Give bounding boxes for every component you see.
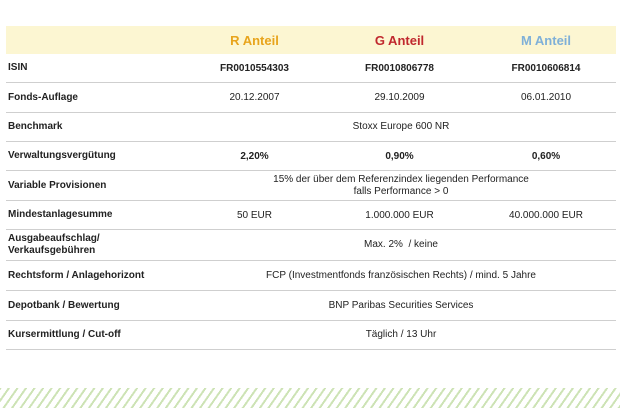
row-kursermittlung: [6, 321, 616, 350]
cell-line-1: 15% der über dem Referenzindex liegenden Performance: [273, 173, 529, 185]
row-ausgabeaufschlag: [6, 230, 616, 261]
cell-line-2: falls Performance > 0: [353, 185, 449, 197]
cell-span: Max. 2% / keine: [364, 239, 438, 250]
row-label: Benchmark: [8, 121, 63, 132]
cell-m: FR0010606814: [511, 62, 581, 74]
row-mindestanlagesumme: [6, 201, 616, 230]
cell-g: 1.000.000 EUR: [365, 209, 434, 221]
cell-r: FR0010554303: [220, 62, 289, 74]
cell-r: 50 EUR: [236, 209, 272, 221]
cell-span: FCP (Investmentfonds französischen Rechts) / mind. 5 Jahre: [266, 269, 536, 281]
row-isin: [6, 54, 616, 83]
cell-r: 20.12.2007: [229, 92, 280, 103]
row-label: Rechtsform / Anlagehorizont: [8, 269, 145, 281]
header-g-anteil: G Anteil: [374, 32, 425, 48]
cell-span: Täglich / 13 Uhr: [365, 329, 437, 340]
decorative-stripe-band: [0, 388, 620, 408]
row-label: Variable Provisionen: [8, 179, 107, 191]
row-label: ISIN: [8, 62, 28, 73]
table-header: [6, 26, 616, 54]
row-depotbank: [6, 291, 616, 321]
cell-g: 0,90%: [385, 150, 414, 162]
row-label: Mindestanlagesumme: [8, 209, 113, 220]
row-rechtsform: [6, 261, 616, 291]
cell-m: 06.01.2010: [520, 92, 572, 103]
header-m-anteil: M Anteil: [520, 32, 572, 48]
cell-span: [186, 174, 616, 198]
row-label-line-1: Ausgabeaufschlag/: [8, 233, 100, 244]
row-label: [6, 233, 186, 257]
cell-r: 2,20%: [240, 150, 269, 162]
cell-g: FR0010806778: [365, 62, 434, 74]
row-variable-provisionen: [6, 171, 616, 201]
row-label: Verwaltungsvergütung: [8, 150, 116, 161]
row-label: Fonds-Auflage: [8, 91, 78, 103]
row-label-line-2: Verkaufsgebühren: [8, 245, 96, 256]
row-fonds-auflage: [6, 83, 616, 113]
cell-g: 29.10.2009: [374, 92, 425, 103]
row-benchmark: [6, 113, 616, 142]
row-label: Kursermittlung / Cut-off: [8, 329, 121, 340]
cell-span: Stoxx Europe 600 NR: [352, 121, 450, 132]
cell-m: 40.000.000 EUR: [509, 209, 583, 221]
row-verwaltungsverguetung: [6, 142, 616, 171]
header-r-anteil: R Anteil: [230, 32, 279, 48]
row-label: Depotbank / Bewertung: [8, 299, 120, 311]
cell-m: 0,60%: [531, 150, 561, 162]
fund-share-table: [6, 26, 616, 350]
cell-span: BNP Paribas Securities Services: [328, 299, 474, 311]
